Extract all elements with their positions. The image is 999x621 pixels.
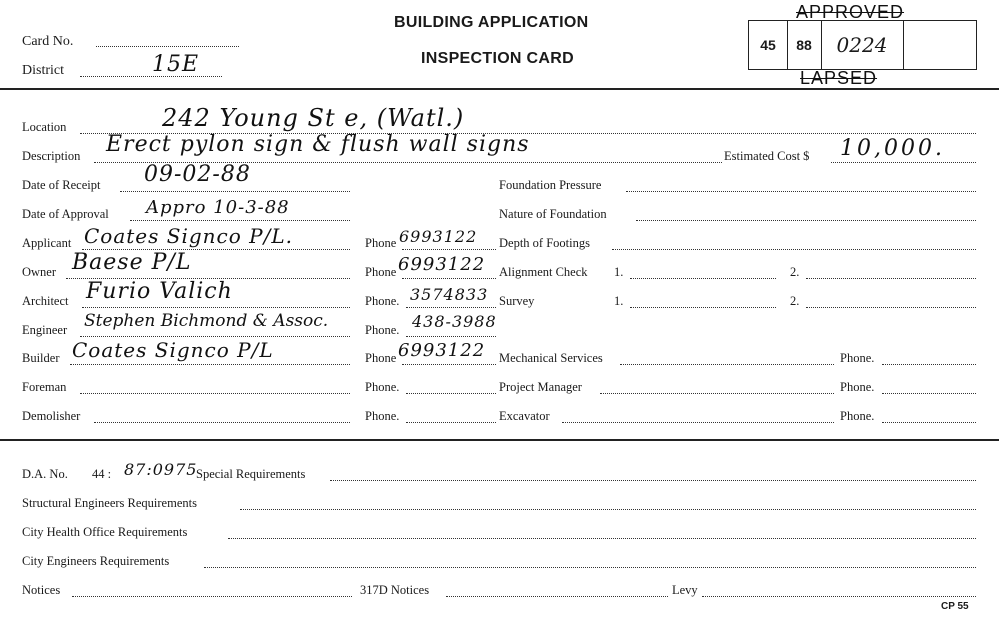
survey-2-line[interactable] [806, 307, 976, 308]
box-cell-4 [903, 21, 976, 69]
city-health-line[interactable] [228, 538, 976, 539]
demolisher-label: Demolisher [22, 409, 81, 423]
engineer-value: Stephen Bichmond & Assoc. [84, 311, 329, 331]
owner-phone-label: Phone [365, 265, 397, 279]
description-value: Erect pylon sign & flush wall signs [106, 132, 530, 157]
excavator-phone-label: Phone. [840, 409, 875, 423]
demolisher-phone-label: Phone. [365, 409, 400, 423]
date-of-approval-label: Date of Approval [22, 207, 109, 221]
excavator-line[interactable] [562, 422, 834, 423]
city-engineers-label: City Engineers Requirements [22, 554, 170, 568]
city-engineers-line[interactable] [204, 567, 976, 568]
notices-label: Notices [22, 583, 61, 597]
foreman-phone-label: Phone. [365, 380, 400, 394]
box-cell-1: 45 [749, 21, 788, 69]
demolisher-phone-line[interactable] [406, 422, 496, 423]
header-divider [0, 88, 999, 90]
builder-phone-line[interactable] [402, 364, 496, 365]
da-no-prefix: 44 : [92, 467, 112, 481]
survey-1: 1. [614, 294, 624, 308]
district-line[interactable] [80, 76, 222, 77]
box-handwritten-cell: 0224 [821, 21, 904, 69]
date-of-receipt-value: 09-02-88 [144, 162, 251, 187]
city-health-label: City Health Office Requirements [22, 525, 188, 539]
builder-label: Builder [22, 351, 60, 365]
nature-of-foundation-line[interactable] [636, 220, 976, 221]
approved-stamp: APPROVED [796, 2, 905, 22]
structural-engineers-line[interactable] [240, 509, 976, 510]
excavator-phone-line[interactable] [882, 422, 976, 423]
foreman-line[interactable] [80, 393, 350, 394]
builder-phone-label: Phone [365, 351, 397, 365]
applicant-phone-line[interactable] [402, 249, 496, 250]
title-line-2: INSPECTION CARD [421, 50, 574, 67]
description-label: Description [22, 149, 81, 163]
depth-of-footings-label: Depth of Footings [499, 236, 590, 250]
foreman-label: Foreman [22, 380, 67, 394]
foundation-pressure-line[interactable] [626, 191, 976, 192]
survey-2: 2. [790, 294, 800, 308]
levy-line[interactable] [702, 596, 976, 597]
notices-317d-label: 317D Notices [360, 583, 430, 597]
special-requirements-label: Special Requirements [196, 467, 306, 481]
da-no-label: D.A. No. [22, 467, 68, 481]
project-manager-line[interactable] [600, 393, 834, 394]
foundation-pressure-label: Foundation Pressure [499, 178, 602, 192]
architect-phone-label: Phone. [365, 294, 400, 308]
special-requirements-line[interactable] [330, 480, 976, 481]
engineer-phone-line[interactable] [406, 336, 496, 337]
date-of-approval-value: Appro 10-3-88 [146, 197, 290, 218]
alignment-check-2-line[interactable] [806, 278, 976, 279]
engineer-label: Engineer [22, 323, 68, 337]
mechanical-services-line[interactable] [620, 364, 834, 365]
title-line-1: BUILDING APPLICATION [394, 14, 589, 31]
builder-phone-value: 6993122 [398, 340, 486, 361]
form-code: CP 55 [941, 601, 969, 612]
survey-label: Survey [499, 294, 535, 308]
estimated-cost-value: 10,000. [840, 136, 945, 161]
engineer-phone-label: Phone. [365, 323, 400, 337]
owner-label: Owner [22, 265, 57, 279]
location-label: Location [22, 120, 67, 134]
nature-of-foundation-label: Nature of Foundation [499, 207, 607, 221]
builder-line[interactable] [70, 364, 350, 365]
card-no-line[interactable] [96, 46, 239, 47]
structural-engineers-label: Structural Engineers Requirements [22, 496, 197, 510]
card-no-label: Card No. [22, 34, 74, 49]
mechanical-services-label: Mechanical Services [499, 351, 603, 365]
notices-line[interactable] [72, 596, 352, 597]
alignment-check-1-line[interactable] [630, 278, 776, 279]
project-manager-label: Project Manager [499, 380, 582, 394]
district-label: District [22, 63, 64, 78]
alignment-check-1: 1. [614, 265, 624, 279]
depth-of-footings-line[interactable] [612, 249, 976, 250]
project-manager-phone-line[interactable] [882, 393, 976, 394]
date-of-approval-line[interactable] [130, 220, 350, 221]
foreman-phone-line[interactable] [406, 393, 496, 394]
engineer-line[interactable] [80, 336, 350, 337]
lapsed-stamp: LAPSED [800, 68, 878, 88]
estimated-cost-label: Estimated Cost $ [724, 149, 810, 163]
mechanical-phone-label: Phone. [840, 351, 875, 365]
applicant-value: Coates Signco P/L. [84, 224, 293, 248]
mechanical-phone-line[interactable] [882, 364, 976, 365]
applicant-phone-label: Phone [365, 236, 397, 250]
architect-line[interactable] [82, 307, 350, 308]
engineer-phone-value: 438-3988 [412, 312, 497, 331]
owner-phone-line[interactable] [402, 278, 496, 279]
alignment-check-2: 2. [790, 265, 800, 279]
architect-label: Architect [22, 294, 69, 308]
date-of-receipt-line[interactable] [120, 191, 350, 192]
box-cell-2: 88 [787, 21, 822, 69]
middle-divider [0, 439, 999, 441]
levy-label: Levy [672, 583, 698, 597]
date-of-receipt-label: Date of Receipt [22, 178, 101, 192]
survey-1-line[interactable] [630, 307, 776, 308]
applicant-phone-value: 6993122 [399, 227, 478, 246]
builder-value: Coates Signco P/L [72, 338, 274, 362]
card-number-box [748, 20, 977, 70]
estimated-cost-line[interactable] [831, 162, 976, 163]
notices-317d-line[interactable] [446, 596, 668, 597]
location-value: 242 Young St e, (Watl.) [162, 104, 465, 132]
architect-phone-line[interactable] [406, 307, 496, 308]
project-manager-phone-label: Phone. [840, 380, 875, 394]
owner-phone-value: 6993122 [398, 254, 486, 275]
architect-value: Furio Valich [86, 279, 233, 304]
district-value: 15E [152, 52, 200, 77]
excavator-label: Excavator [499, 409, 550, 423]
applicant-label: Applicant [22, 236, 72, 250]
da-no-value: 87:0975 [124, 460, 198, 479]
alignment-check-label: Alignment Check [499, 265, 588, 279]
owner-value: Baese P/L [72, 250, 192, 275]
demolisher-line[interactable] [94, 422, 350, 423]
architect-phone-value: 3574833 [410, 285, 489, 304]
